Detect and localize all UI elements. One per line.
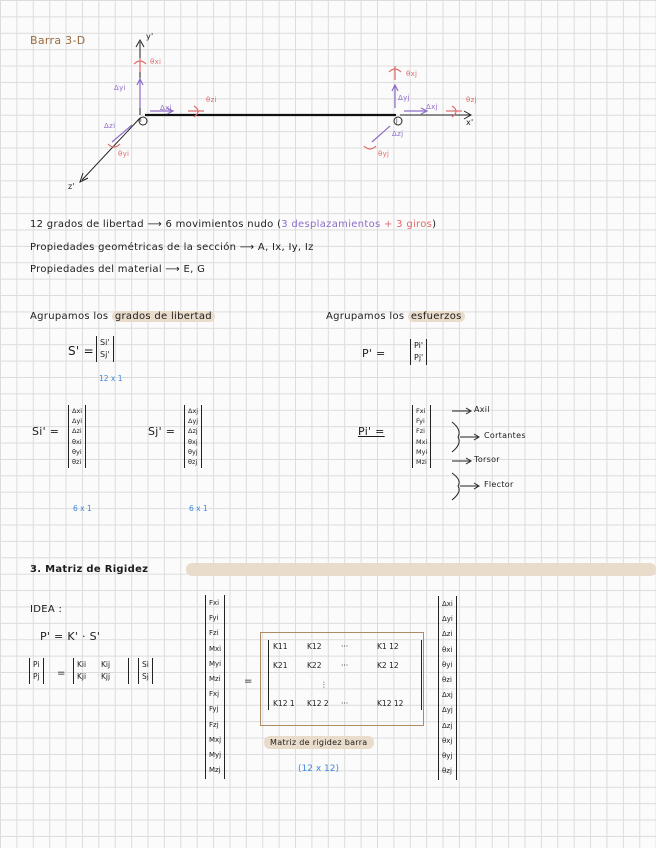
- node-i-label: i: [140, 117, 142, 124]
- arrow-icon: ⟶: [147, 219, 163, 230]
- Sj-entry: θyj: [188, 447, 198, 456]
- D-entry: θxi: [442, 645, 453, 654]
- Pi-entry: Myi: [416, 447, 428, 456]
- axis-y-label: y': [146, 32, 154, 41]
- Pi-entry: Mxi: [416, 437, 428, 446]
- label-theta-zi: θzi: [206, 96, 217, 104]
- F-entry: Myj: [209, 751, 222, 760]
- K-entry: K1 12: [377, 642, 399, 651]
- F-entry: Mxj: [209, 735, 222, 744]
- movements-text: 6 movimientos nudo: [165, 219, 274, 230]
- S-entry: Sj': [100, 350, 110, 359]
- D-entry: θyj: [442, 752, 453, 761]
- Sj-entry: Δyj: [188, 417, 199, 426]
- F-entry: Fyi: [209, 614, 219, 623]
- S-lhs: S' =: [68, 344, 94, 358]
- Pi-entry: Fyi: [416, 417, 425, 426]
- paren-open: (: [277, 219, 282, 230]
- label-theta-xi: θxi: [150, 58, 162, 66]
- K-entry: K2 12: [377, 661, 399, 670]
- K-caption-text: Matriz de rigidez barra: [264, 736, 374, 749]
- F-entry: Fxi: [209, 599, 220, 607]
- Sj-dim: 6 x 1: [189, 504, 208, 513]
- dof-text: 12 grados de libertad: [30, 219, 144, 230]
- Si-entry: Δxi: [72, 407, 83, 415]
- Si-dim: 6 x 1: [73, 504, 92, 513]
- D-entry: Δyi: [442, 615, 453, 624]
- K-vdots: ⋮: [320, 680, 328, 689]
- S-dim: 12 x 1: [99, 374, 123, 383]
- D-entry: θxj: [442, 736, 453, 745]
- P-block-entry: Pi: [33, 660, 40, 669]
- K-block-matrix: [73, 658, 129, 684]
- Sj-lhs: Sj' =: [148, 425, 176, 438]
- group-forces-highlight: esfuerzos: [408, 311, 465, 322]
- K-entry: K22: [307, 661, 322, 670]
- section-3-heading: 3. Matriz de Rigidez: [30, 564, 149, 575]
- ann-flector: Flector: [484, 480, 514, 489]
- group-dof-prefix: Agrupamos los: [30, 311, 109, 322]
- geom-props-text: Propiedades geométricas de la sección: [30, 242, 237, 253]
- K-block-entry: Kji: [77, 672, 87, 681]
- D-entry: Δxi: [442, 600, 453, 608]
- D-entry: Δyj: [442, 706, 453, 715]
- group-dof-highlight: grados de libertad: [112, 311, 215, 322]
- paren-close: ): [432, 219, 437, 230]
- K-entry: K11: [273, 642, 288, 651]
- geom-props-values: A, Ix, Iy, Iz: [257, 242, 314, 253]
- F-vector: [205, 595, 225, 779]
- F-entry: Myi: [209, 659, 222, 668]
- Si-entry: Δzi: [72, 427, 82, 436]
- arrow-icon: ⟶: [165, 264, 181, 275]
- K-block-entry: Kjj: [101, 672, 111, 681]
- label-delta-yj: Δyj: [398, 94, 410, 102]
- F-entry: Mzi: [209, 675, 221, 684]
- label-delta-yi: Δyi: [114, 84, 126, 92]
- S-block-entry: Si: [142, 660, 149, 669]
- ann-axil: Axil: [474, 405, 490, 414]
- F-entry: Fxj: [209, 690, 220, 699]
- F-entry: Fyj: [209, 705, 219, 714]
- P-block-entry: Pj: [33, 672, 40, 681]
- F-entry: Mxi: [209, 644, 222, 653]
- K-block-entry: Kii: [77, 660, 87, 669]
- D-vector: [438, 596, 457, 780]
- Pi-entry: Fzi: [416, 427, 425, 436]
- D-entry: θzi: [442, 676, 452, 685]
- Pi-entry: Fxi: [416, 407, 426, 415]
- group-forces-prefix: Agrupamos los: [326, 311, 405, 322]
- P-entry: Pi': [414, 341, 424, 350]
- label-delta-xi: Δxi: [160, 104, 172, 112]
- K-block-entry: Kij: [101, 660, 111, 669]
- block-equals: =: [57, 668, 66, 679]
- Si-lhs: Si' =: [32, 425, 60, 438]
- material-props-values: E, G: [183, 264, 206, 275]
- label-delta-zi: Δzi: [104, 122, 116, 130]
- K-entry: K12 1: [273, 699, 295, 708]
- idea-label: IDEA :: [30, 604, 63, 615]
- Pi-entry: Mzi: [416, 458, 427, 467]
- label-theta-yi: θyi: [118, 150, 130, 158]
- axis-z-label: z': [68, 182, 75, 191]
- displacements-text: 3 desplazamientos: [281, 219, 381, 230]
- K-entry: ···: [341, 699, 349, 708]
- D-entry: Δzj: [442, 721, 453, 730]
- K-entry: ···: [341, 642, 349, 651]
- K-dim: (12 x 12): [298, 764, 339, 774]
- D-entry: Δxj: [442, 691, 453, 700]
- S-block-vector: [138, 658, 153, 684]
- D-entry: θzj: [442, 767, 452, 776]
- K-entry: K12: [307, 642, 322, 651]
- F-entry: Fzi: [209, 629, 219, 638]
- D-entry: θyi: [442, 660, 453, 669]
- Pi-lhs: Pi' =: [358, 425, 385, 438]
- label-delta-xj: Δxj: [426, 103, 438, 111]
- stiffness-equation: P' = K' · S': [40, 630, 101, 643]
- Sj-entry: Δzj: [188, 427, 198, 436]
- K-entry: K12 2: [307, 699, 329, 708]
- label-theta-xj: θxj: [406, 70, 418, 78]
- node-j-label: j: [396, 117, 398, 124]
- material-props-text: Propiedades del material: [30, 264, 162, 275]
- Si-entry: θyi: [72, 447, 82, 456]
- page-title: Barra 3-D: [30, 34, 86, 47]
- ann-torsor: Torsor: [474, 455, 500, 464]
- Si-entry: θzi: [72, 458, 82, 467]
- label-delta-zj: Δzj: [392, 130, 404, 138]
- label-theta-zj: θzj: [466, 96, 477, 104]
- arrow-icon: ⟶: [239, 242, 255, 253]
- heading-highlight-bar: [186, 563, 656, 576]
- F-entry: Fzj: [209, 720, 219, 729]
- Si-entry: θxi: [72, 437, 82, 446]
- P-entry: Pj': [414, 353, 424, 362]
- Sj-entry: θxj: [188, 437, 198, 446]
- ann-cortantes: Cortantes: [484, 431, 526, 440]
- Sj-entry: Δxj: [188, 407, 199, 415]
- D-entry: Δzi: [442, 630, 453, 639]
- axis-x-label: x': [466, 118, 474, 127]
- label-theta-yj: θyj: [378, 150, 390, 158]
- K-entry: K21: [273, 661, 288, 670]
- Sj-entry: θzj: [188, 458, 198, 467]
- P-block-vector: [29, 658, 44, 684]
- S-entry: Si': [100, 338, 110, 347]
- rotations-text: 3 giros: [396, 219, 433, 230]
- P-lhs: P' =: [362, 347, 386, 360]
- plus-sign: +: [384, 219, 393, 230]
- K-entry: K12 12: [377, 699, 404, 708]
- K-matrix: [268, 640, 422, 710]
- Si-entry: Δyi: [72, 417, 83, 426]
- K-entry: ···: [341, 661, 349, 670]
- S-block-entry: Sj: [142, 672, 149, 681]
- matrix-equals: =: [244, 676, 253, 687]
- K-caption: [264, 738, 374, 747]
- F-entry: Mzj: [209, 766, 221, 775]
